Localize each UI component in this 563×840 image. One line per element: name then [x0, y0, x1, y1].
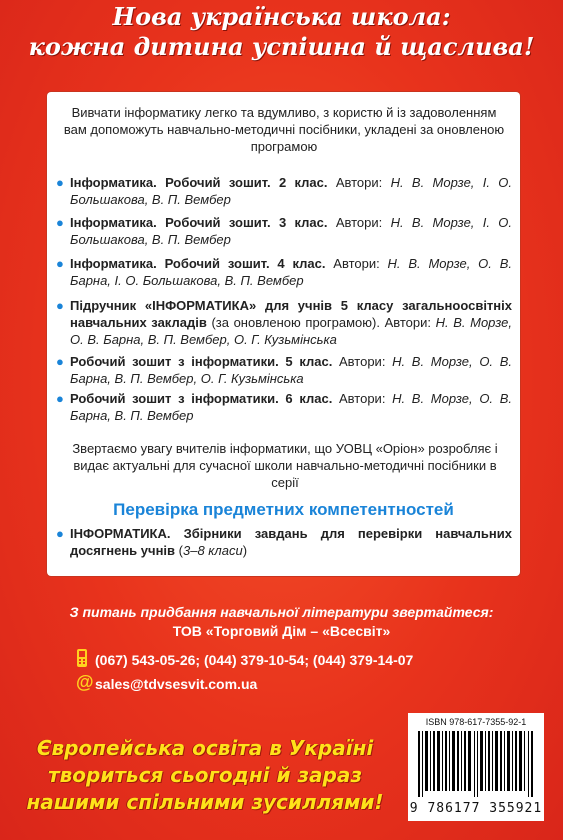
- grades: 3–8 класи: [182, 543, 243, 558]
- list-item: [56, 214, 512, 248]
- barcode-icon: [418, 731, 534, 797]
- top-slogan-line-1: Нова українська школа:: [112, 2, 451, 31]
- book-title: ІНФОРМАТИКА. Збірники завдань для перевірки навчальних досягнень учнів: [70, 526, 512, 558]
- list-item: [56, 297, 512, 348]
- book-title: Робочий зошит з інформатики. 6 клас.: [70, 391, 333, 406]
- book-authors: Н. В. Морзе, О. В. Барна, В. П. Вембер: [70, 391, 512, 423]
- barcode-number: 9 786177 355921: [409, 801, 543, 816]
- list-item: [56, 390, 512, 424]
- notice-text: Звертаємо увагу вчителів інформатики, що УОВЦ «Оріон» розробляє і видає актуальні для сучасної школи навчально-методичні посібники в серії: [72, 441, 498, 490]
- phone-icon: [76, 648, 88, 668]
- section-title: Перевірка предметних компетентностей: [113, 500, 454, 519]
- book-authors: Н. В. Морзе, О. В. Барна, В. П. Вембер, О. Г. Кузьмінська: [70, 354, 512, 386]
- email-icon: @: [76, 672, 94, 692]
- book-authors: Н. В. Морзе, О. В. Барна, І. О. Большакова, В. П. Вембер: [70, 256, 512, 288]
- book-authors: Н. В. Морзе, І. О. Большакова, В. П. Вембер: [70, 215, 513, 247]
- isbn-text: ISBN 978-617-7355-92-1: [425, 717, 527, 727]
- list-item: [56, 174, 512, 208]
- list-item: ● ІНФОРМАТИКА. Збірники завдань для перевірки навчальних досягнень учнів (3–8 класи): [56, 526, 512, 558]
- bullet-icon: ●: [56, 391, 64, 406]
- authors-label: Автори:: [332, 391, 393, 406]
- purchase-heading: З питань придбання навчальної літератури звертайтеся:: [69, 604, 494, 620]
- book-title: Інформатика. Робочий зошит. 4 клас.: [70, 256, 326, 271]
- isbn-barcode-box: [408, 713, 544, 821]
- email-address[interactable]: sales@tdvsesvit.com.ua: [95, 676, 258, 692]
- authors-label: Автори:: [332, 354, 393, 369]
- authors-label: (за оновленою програмою). Автори:: [206, 315, 436, 330]
- list-item: [56, 255, 512, 289]
- book-title: Робочий зошит з інформатики. 5 клас.: [70, 354, 333, 369]
- bullet-icon: ●: [56, 215, 64, 230]
- phone-numbers: (067) 543-05-26; (044) 379-10-54; (044) 379-14-07: [95, 652, 414, 668]
- list-item: [56, 353, 512, 387]
- bullet-icon: ●: [56, 175, 64, 190]
- top-slogan-line-2: кожна дитина успішна й щаслива!: [28, 32, 535, 61]
- intro-text: Вивчати інформатику легко та вдумливо, з користю й із задоволенням вам допоможуть навчально-методичні посібники, укладені за оновленою програмою: [63, 105, 505, 154]
- bottom-slogan-line-3: нашими спільними зусиллями!: [26, 790, 384, 814]
- bullet-icon: ●: [56, 526, 64, 541]
- authors-label: Автори:: [327, 215, 391, 230]
- book-authors: Н. В. Морзе, І. О. Большакова, В. П. Вембер: [70, 175, 513, 207]
- bullet-icon: ●: [56, 354, 64, 369]
- bottom-slogan-line-2: твориться сьогодні й зараз: [48, 763, 362, 787]
- authors-label: Автори:: [327, 175, 391, 190]
- book-title: Підручник «ІНФОРМАТИКА» для учнів 5 класу загальноосвітніх навчальних закладів: [70, 298, 512, 330]
- book-authors: Н. В. Морзе, О. В. Барна, В. П. Вембер, О. Г. Кузьмінська: [70, 315, 513, 347]
- bullet-icon: ●: [56, 256, 64, 271]
- book-title: Інформатика. Робочий зошит. 3 клас.: [70, 215, 328, 230]
- book-title: Інформатика. Робочий зошит. 2 клас.: [70, 175, 328, 190]
- bullet-icon: ●: [56, 298, 64, 313]
- bottom-slogan-line-1: Європейська освіта в Україні: [36, 736, 374, 760]
- authors-label: Автори:: [325, 256, 388, 271]
- company-name: ТОВ «Торговий Дім – «Всесвіт»: [172, 623, 391, 639]
